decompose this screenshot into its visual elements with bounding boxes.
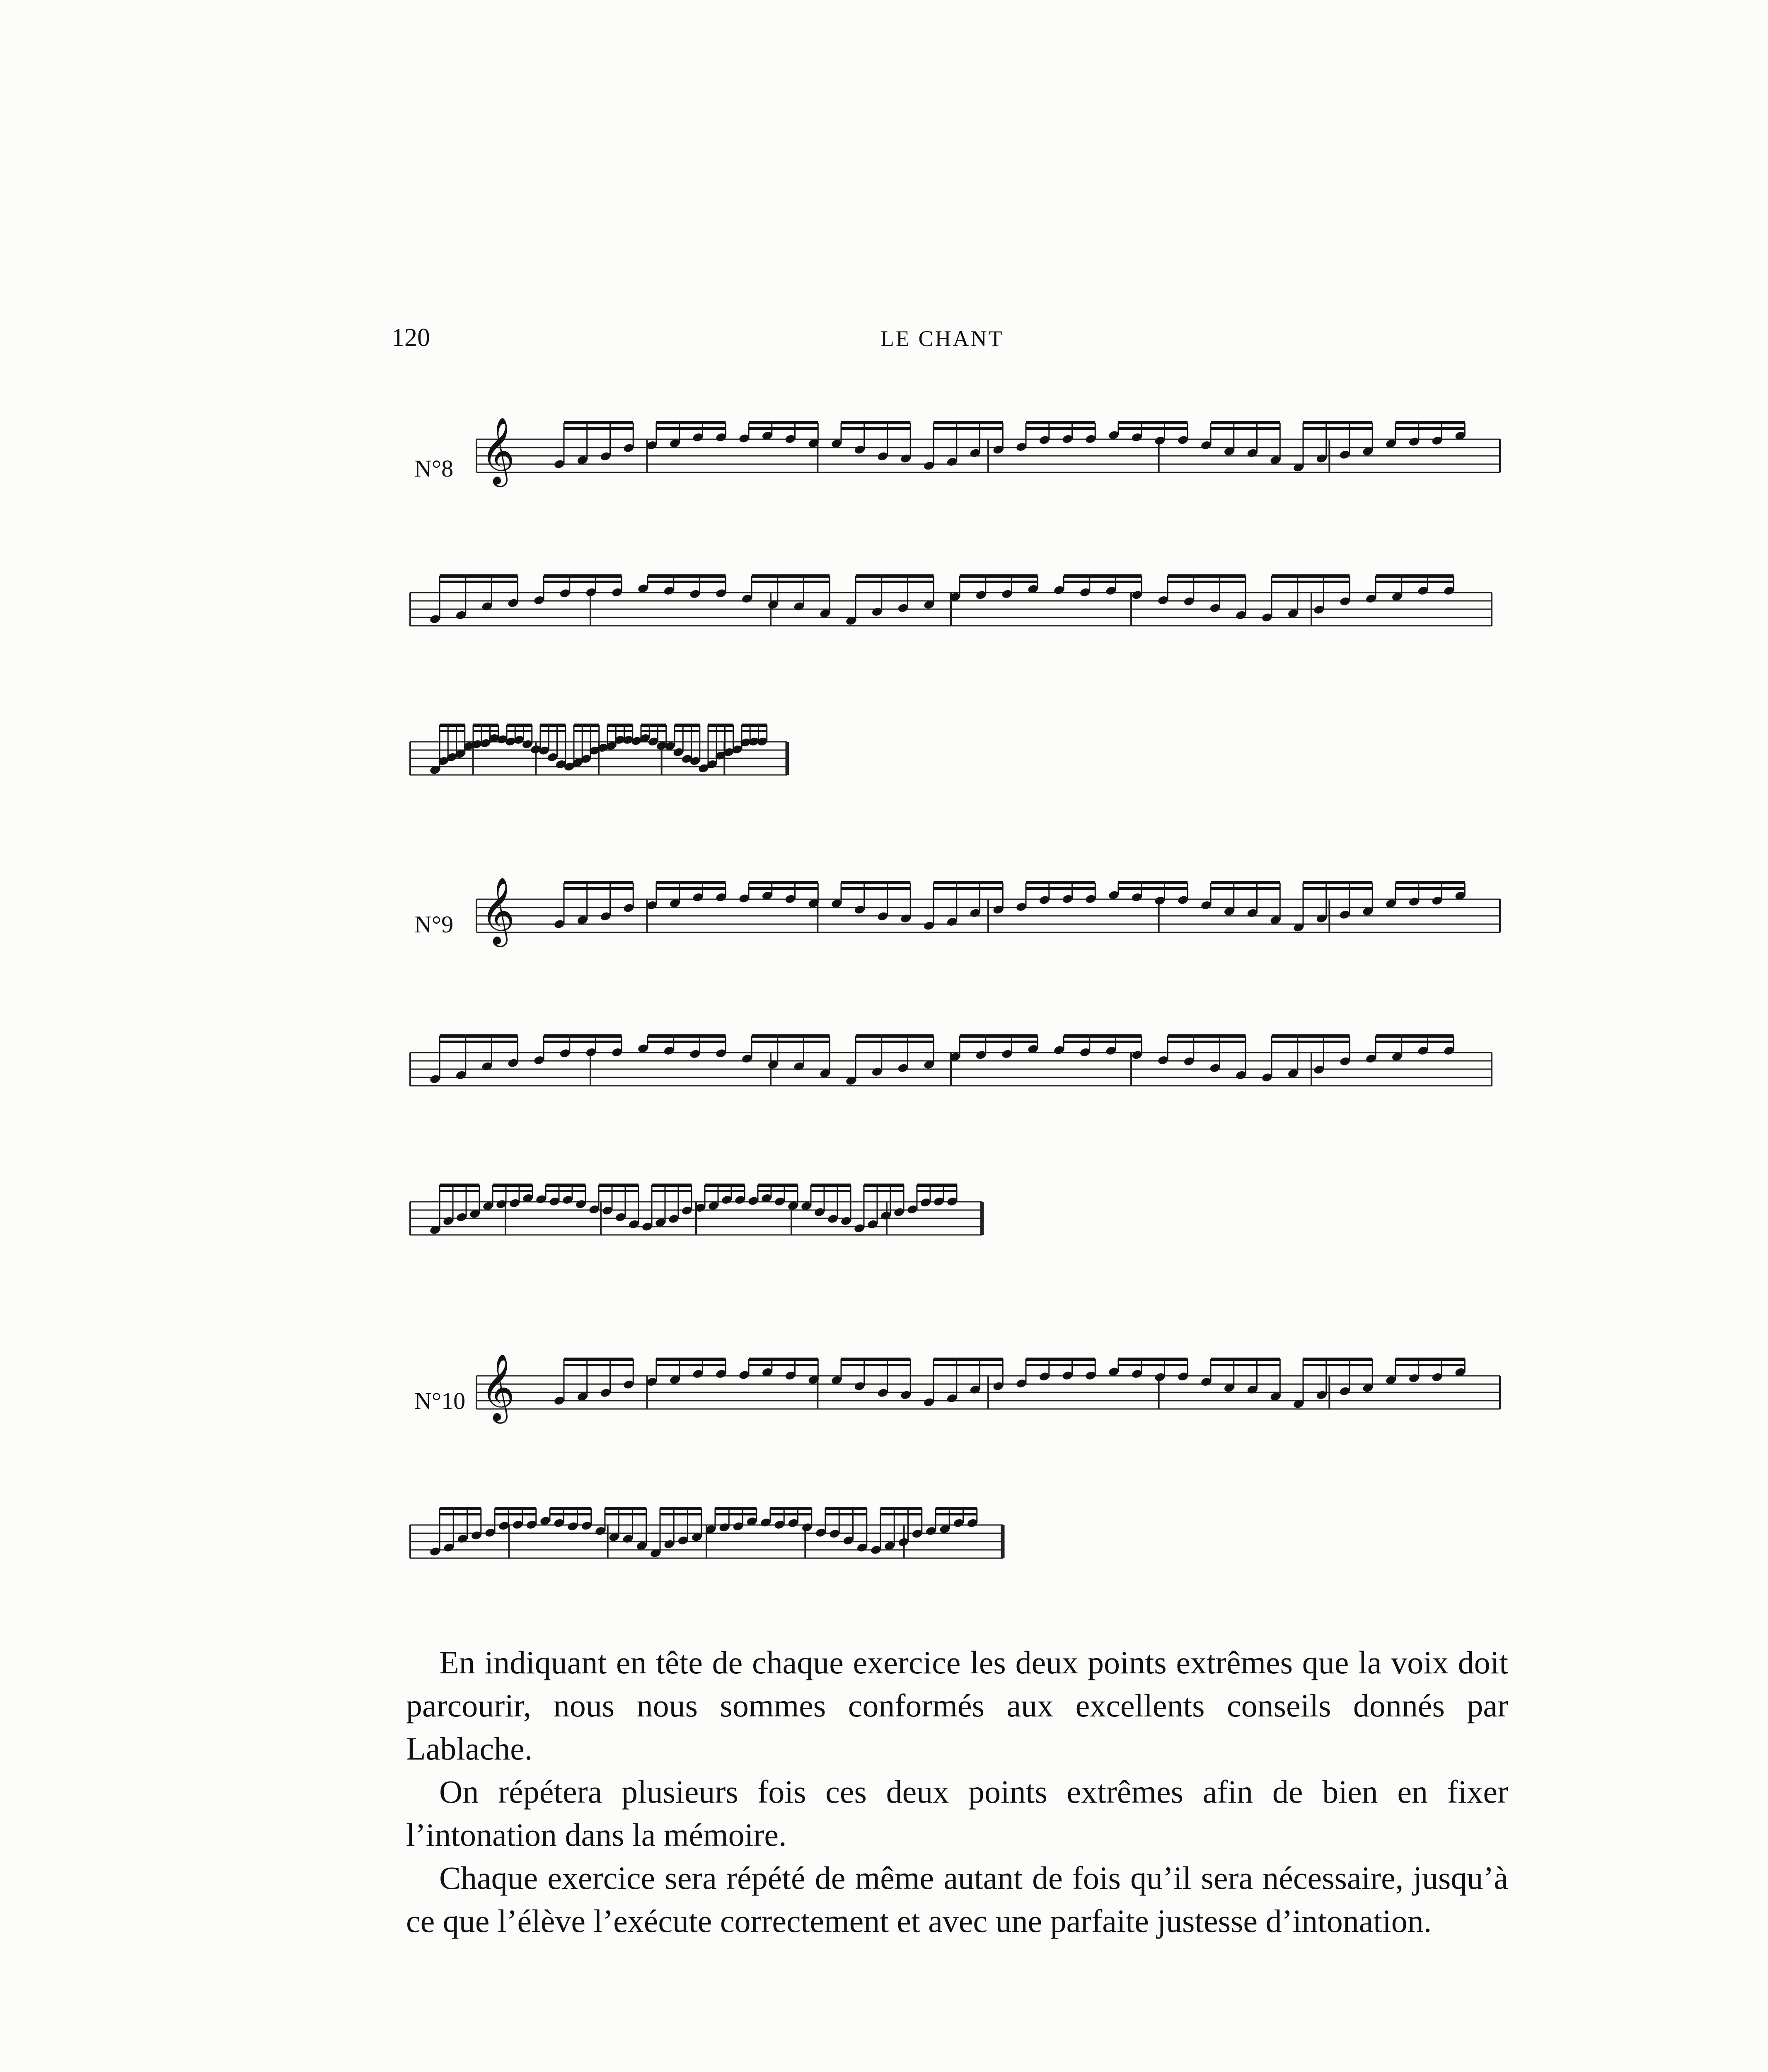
- staff-system: [410, 1036, 1492, 1086]
- page-number: 120: [392, 324, 430, 352]
- svg-text:𝄞: 𝄞: [481, 417, 515, 484]
- exercise-label-9: N°9: [414, 911, 454, 938]
- body-text: [406, 1641, 1508, 1943]
- staff-system: [476, 417, 1500, 487]
- svg-text:𝄞: 𝄞: [481, 877, 515, 944]
- running-title: LE CHANT: [880, 326, 1004, 351]
- staff-system: [476, 877, 1500, 947]
- staff-system: [410, 725, 787, 775]
- staff-system: [410, 576, 1492, 626]
- exercise-label-10: N°10: [414, 1387, 466, 1414]
- exercise-label-8: N°8: [414, 455, 454, 482]
- staff-system: [410, 1185, 982, 1235]
- paragraph: En indiquant en tête de chaque exercice les deux points extrêmes que la voix doit parcourir, nous nous sommes conformés aux excellents conseils donnés par Lablache.: [406, 1644, 1508, 1767]
- paragraph: Chaque exercice sera répété de même autant de fois qu’il sera nécessaire, jusqu’à ce que l’élève l’exécute correctement et avec une parfaite justesse d’intonation.: [406, 1860, 1508, 1939]
- staff-system: [410, 1508, 1003, 1559]
- staff-system: [476, 1353, 1500, 1424]
- paragraph: On répétera plusieurs fois ces deux points extrêmes afin de bien en fixer l’intonation dans la mémoire.: [406, 1774, 1508, 1853]
- svg-text:𝄞: 𝄞: [481, 1353, 515, 1421]
